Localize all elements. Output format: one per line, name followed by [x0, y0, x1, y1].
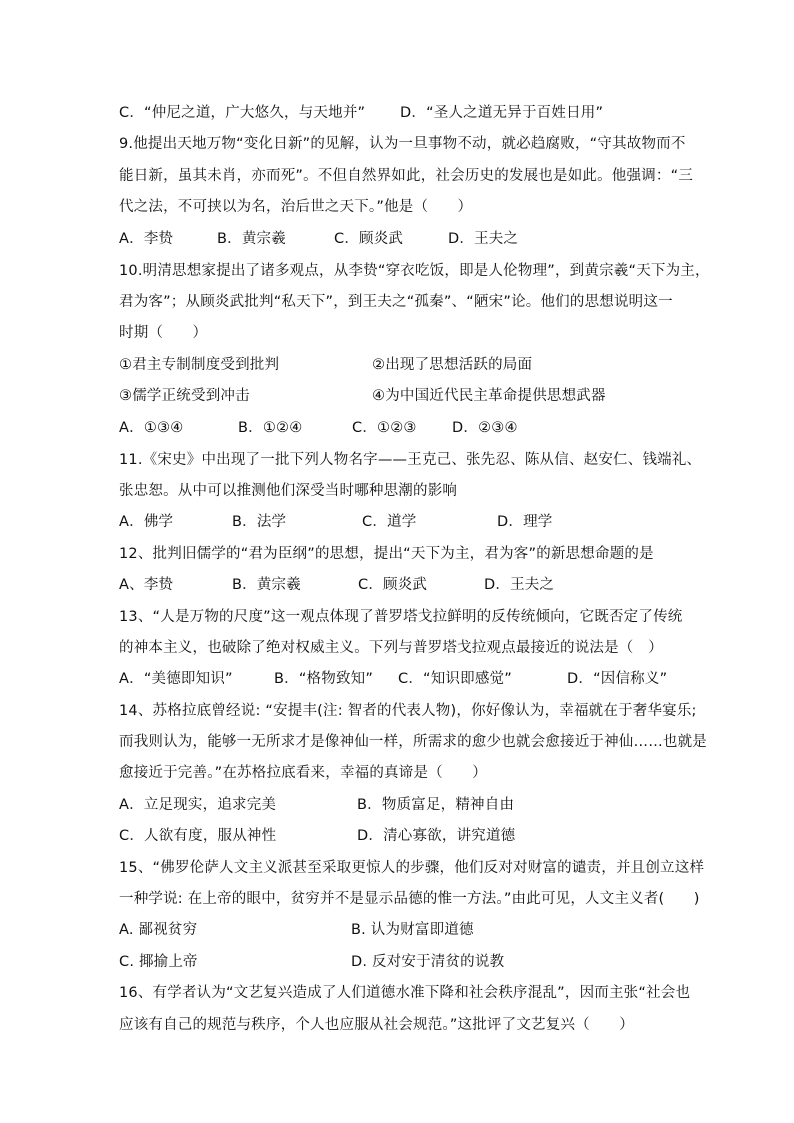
q11-option-c: C．道学	[362, 514, 417, 530]
q10-line-3: 时期（ ）	[119, 325, 208, 341]
q15-option-b: B. 认为财富即道德	[351, 922, 474, 938]
q12-option-d: D．王夫之	[484, 577, 555, 593]
q13-option-c: C．“知识即感觉”	[398, 671, 512, 687]
q10-statement-2: ②出现了思想活跃的局面	[372, 357, 533, 373]
q10-line-1: 10.明清思想家提出了诸多观点，从李贽“穿衣吃饭，即是人伦物理”，到黄宗羲“天下为主，	[119, 263, 710, 279]
q12-option-c: C．顾炎武	[358, 577, 428, 593]
q15-option-d: D. 反对安于清贫的说教	[351, 954, 505, 970]
q12-line-1: 12、批判旧儒学的“君为臣纲”的思想，提出“天下为主，君为客”的新思想命题的是	[119, 546, 654, 562]
q9-line-3: 代之法，不可挟以为名，治后世之天下。”他是（ ）	[119, 199, 473, 215]
q9-option-a: A．李贽	[119, 231, 174, 247]
q11-option-b: B．法学	[232, 514, 287, 530]
q13-option-a: A．“美德即知识”	[119, 671, 233, 687]
q11-line-1: 11.《宋史》中出现了一批下列人物名字——王克己、张先忍、陈从信、赵安仁、钱端礼、	[119, 452, 702, 468]
q15-option-a: A. 鄙视贫穷	[119, 922, 198, 938]
q8-option-d: D．“圣人之道无异于百姓日用”	[400, 105, 604, 121]
q13-option-b: B．“格物致知”	[274, 671, 374, 687]
q11-line-2: 张忠恕。从中可以推测他们深受当时哪种思潮的影响	[119, 483, 458, 499]
q11-option-d: D．理学	[497, 514, 553, 530]
q9-option-b: B．黄宗羲	[217, 231, 286, 247]
q14-line-1: 14、苏格拉底曾经说: “安提丰(注: 智者的代表人物)，你好像认为，幸福就在于奢华宴乐;	[119, 703, 697, 719]
q12-option-a: A、李贽	[119, 577, 174, 593]
q14-option-a: A．立足现实，追求完美	[119, 797, 277, 813]
q12-option-b: B．黄宗羲	[232, 577, 301, 593]
q16-line-1: 16、有学者认为“文艺复兴造成了人们道德水准下降和社会秩序混乱”，因而主张“社会也	[119, 985, 691, 1001]
q13-line-1: 13、“人是万物的尺度”这一观点体现了普罗塔戈拉鲜明的反传统倾向，它既否定了传统	[119, 609, 683, 625]
q9-line-2: 能日新，虽其未肖，亦而死”。不但自然界如此，社会历史的发展也是如此。他强调：“三	[119, 168, 694, 184]
q14-line-2: 而我则认为，能够一无所求才是像神仙一样，所需求的愈少也就会愈接近于神仙……也就是	[119, 734, 707, 750]
q15-option-c: C. 揶揄上帝	[119, 954, 198, 970]
q10-statement-4: ④为中国近代民主革命提供思想武器	[372, 388, 606, 404]
q10-option-d: D．②③④	[452, 420, 518, 436]
q14-option-c: C．人欲有度，服从神性	[119, 828, 277, 844]
q10-option-a: A．①③④	[119, 420, 184, 436]
q14-option-d: D．清心寡欲，讲究道德	[357, 828, 516, 844]
q11-option-a: A．佛学	[119, 514, 174, 530]
q14-option-b: B．物质富足，精神自由	[357, 797, 515, 813]
q9-line-1: 9.他提出天地万物“变化日新”的见解，认为一旦事物不动，就必趋腐败，“守其故物而不	[119, 136, 686, 152]
q10-option-b: B．①②④	[238, 420, 303, 436]
q16-line-2: 应该有自己的规范与秩序，个人也应服从社会规范。”这批评了文艺复兴（ ）	[119, 1017, 634, 1033]
q15-line-1: 15、“佛罗伦萨人文主义派甚至采取更惊人的步骤，他们反对对财富的谴责，并且创立这样	[119, 860, 705, 876]
q10-line-2: 君为客”；从顾炎武批判“私天下”，到王夫之“孤秦”、“陋宋”论。他们的思想说明这一	[119, 294, 673, 310]
q13-option-d: D．“因信称义”	[567, 671, 668, 687]
q8-option-c: C．“仲尼之道，广大悠久，与天地并”	[119, 105, 366, 121]
q13-line-2: 的神本主义，也破除了绝对权威主义。下列与普罗塔戈拉观点最接近的说法是（ ）	[119, 640, 663, 656]
q10-statement-3: ③儒学正统受到冲击	[119, 388, 250, 404]
q9-option-d: D．王夫之	[448, 231, 519, 247]
q14-line-3: 愈接近于完善。”在苏格拉底看来，幸福的真谛是（ ）	[119, 765, 487, 781]
q15-line-2: 一种学说: 在上帝的眼中，贫穷并不是显示品德的惟一方法。”由此可见，人文主义者( )	[119, 891, 700, 907]
q10-option-c: C．①②③	[352, 420, 417, 436]
q10-statement-1: ①君主专制制度受到批判	[119, 357, 280, 373]
q9-option-c: C．顾炎武	[334, 231, 404, 247]
